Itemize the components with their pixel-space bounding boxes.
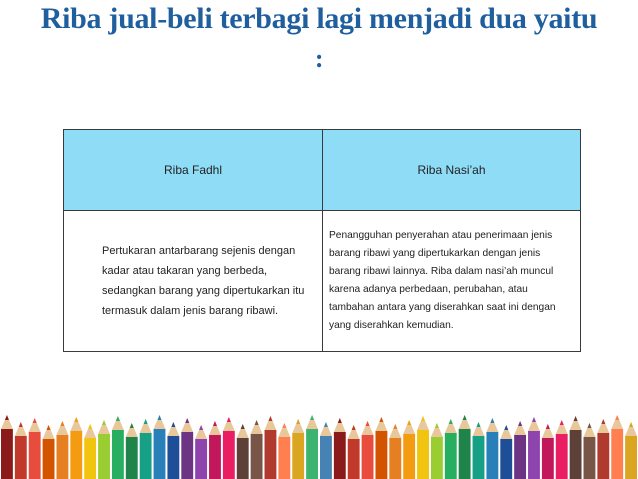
pencil-icon bbox=[542, 424, 554, 479]
cell-riba-nasiah: Penangguhan penyerahan atau penerimaan jenis barang ribawi yang dipertukarkan dengan jenis barang ribawi lainnya. Riba dalam nasi’ah muncul karena adanya perbedaan, perubahan, atau tambahan antara yang diserahkan saat ini dengan yang diserahkan kemudian. bbox=[323, 211, 581, 352]
pencil-icon bbox=[1, 415, 13, 479]
pencil-icon bbox=[459, 415, 471, 479]
pencil-icon bbox=[500, 425, 512, 479]
pencil-icon bbox=[195, 425, 207, 479]
pencil-icon bbox=[154, 415, 166, 479]
cell-riba-fadhl: Pertukaran antarbarang sejenis dengan kadar atau takaran yang berbeda, sedangkan barang yang dipertukarkan itu termasuk dalam jenis barang ribawi. bbox=[64, 211, 323, 352]
pencil-icon bbox=[237, 424, 249, 479]
pencil-icon bbox=[320, 422, 332, 479]
slide-title bbox=[0, 2, 638, 74]
riba-table bbox=[63, 129, 581, 352]
pencil-icon bbox=[292, 419, 304, 479]
pencil-icon bbox=[334, 418, 346, 479]
pencil-icon bbox=[486, 418, 498, 479]
pencil-icon bbox=[584, 423, 596, 479]
pencil-icon bbox=[98, 420, 110, 479]
pencil-icon bbox=[514, 421, 526, 479]
pencil-icon bbox=[278, 423, 290, 479]
colored-pencils-decoration bbox=[0, 409, 638, 479]
pencil-icon bbox=[223, 417, 235, 479]
pencil-icon bbox=[29, 418, 41, 479]
title-line-1: Riba jual-beli terbagi lagi menjadi dua yaitu bbox=[40, 2, 598, 35]
pencil-icon bbox=[112, 416, 124, 479]
pencil-icon bbox=[362, 421, 374, 479]
pencil-icon bbox=[306, 415, 318, 479]
pencil-icon bbox=[43, 425, 55, 479]
pencil-icon bbox=[15, 422, 27, 479]
title-line-2: : bbox=[314, 44, 324, 73]
pencil-icon bbox=[556, 420, 568, 479]
pencil-icon bbox=[348, 425, 360, 479]
pencil-icon bbox=[570, 416, 582, 479]
table-header-row bbox=[64, 130, 581, 211]
pencil-icon bbox=[597, 419, 609, 479]
pencil-icon bbox=[126, 423, 138, 479]
pencil-icon bbox=[265, 416, 277, 479]
pencil-icon bbox=[625, 422, 637, 479]
pencil-icon bbox=[56, 421, 68, 479]
pencil-icon bbox=[389, 424, 401, 479]
pencil-icon bbox=[473, 422, 485, 479]
pencil-icon bbox=[431, 423, 443, 479]
header-riba-fadhl: Riba Fadhl bbox=[64, 130, 323, 211]
pencil-icon bbox=[528, 417, 540, 479]
pencil-icon bbox=[251, 420, 263, 479]
table-row bbox=[64, 211, 581, 352]
pencil-icon bbox=[181, 418, 193, 479]
pencil-icon bbox=[611, 415, 623, 479]
pencil-icon bbox=[84, 424, 96, 479]
pencil-icon bbox=[375, 417, 387, 479]
pencil-icon bbox=[445, 419, 457, 479]
pencil-icon bbox=[167, 422, 179, 479]
header-riba-nasiah: Riba Nasi’ah bbox=[323, 130, 581, 211]
pencil-icon bbox=[70, 417, 82, 479]
pencil-icon bbox=[417, 416, 429, 479]
pencil-icon bbox=[140, 419, 152, 479]
pencil-icon bbox=[403, 420, 415, 479]
pencil-icon bbox=[209, 421, 221, 479]
